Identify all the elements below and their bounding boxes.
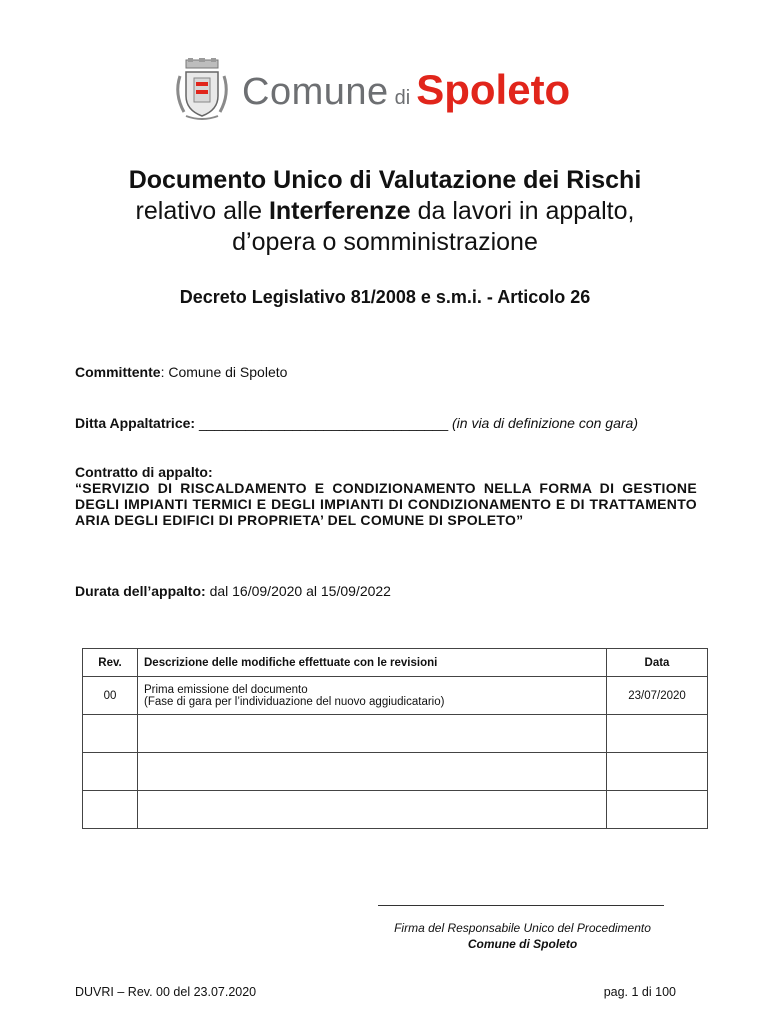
table-row: [83, 791, 708, 829]
signature-block: [360, 920, 685, 952]
contratto-section: [75, 464, 697, 528]
header-rev: Rev.: [83, 649, 138, 677]
cell-desc: [138, 677, 607, 715]
table-row: [83, 715, 708, 753]
logo-word-city: Spoleto: [416, 66, 571, 113]
contratto-label: Contratto di appalto:: [75, 464, 213, 480]
city-crest-icon: [172, 58, 232, 122]
logo-word-di: di: [394, 87, 411, 109]
ditta-label: Ditta Appaltatrice:: [75, 415, 196, 431]
logo-word-comune: Comune: [242, 71, 389, 113]
document-title: [40, 165, 730, 258]
title-line-2: [40, 196, 730, 227]
durata-label: Durata dell’appalto:: [75, 583, 206, 599]
cell-desc: [138, 791, 607, 829]
ditta-note: (in via di definizione con gara): [452, 415, 638, 431]
footer-revision: DUVRI – Rev. 00 del 23.07.2020: [75, 985, 257, 999]
title-line-3: d’opera o somministrazione: [232, 228, 538, 256]
cell-rev: [83, 791, 138, 829]
cell-date: [607, 715, 708, 753]
title-line-1: Documento Unico di Valutazione dei Rischi: [128, 166, 642, 194]
committente-line: [75, 364, 287, 380]
cell-desc: [138, 753, 607, 791]
title-line-2-bold: Interferenze: [268, 197, 411, 225]
revisions-table: [82, 648, 708, 829]
header-desc: Descrizione delle modifiche effettuate con le revisioni: [138, 649, 607, 677]
cell-rev: 00: [83, 677, 138, 715]
committente-label: Committente: [75, 364, 161, 380]
durata-line: [75, 583, 391, 599]
cell-date: [607, 791, 708, 829]
cell-desc-line-2: (Fase di gara per l’individuazione del nuovo aggiudicatario): [144, 695, 445, 708]
footer-page-number: pag. 1 di 100: [603, 985, 676, 999]
cell-rev: [83, 753, 138, 791]
durata-value: dal 16/09/2020 al 15/09/2022: [205, 583, 391, 599]
decree-heading: Decreto Legislativo 81/2008 e s.m.i. - Articolo 26: [179, 287, 591, 307]
cell-date: 23/07/2020: [607, 677, 708, 715]
signature-office: Comune di Spoleto: [467, 937, 578, 951]
title-line-2-post: da lavori in appalto,: [410, 197, 635, 225]
cell-desc: [138, 715, 607, 753]
table-header-row: [83, 649, 708, 677]
table-row: [83, 677, 708, 715]
committente-value: : Comune di Spoleto: [160, 364, 288, 380]
signature-role: Firma del Responsabile Unico del Procedimento: [394, 921, 651, 935]
contratto-text: “SERVIZIO DI RISCALDAMENTO E CONDIZIONAMENTO NELLA FORMA DI GESTIONE DEGLI IMPIANTI TERMICI E DEGLI IMPIANTI DI CONDIZIONAMENTO E DI TRATTAMENTO ARIA DEGLI EDIFICI DI PROPRIETA’ DEL COMUNE DI SPOLETO”: [75, 480, 697, 528]
cell-rev: [83, 715, 138, 753]
logo-wordmark: [242, 66, 570, 114]
header-date: Data: [607, 649, 708, 677]
title-line-2-pre: relativo alle: [135, 197, 269, 225]
ditta-line: [75, 415, 638, 431]
signature-line: [378, 905, 664, 906]
cell-desc-line-1: Prima emissione del documento: [144, 683, 308, 696]
cell-date: [607, 753, 708, 791]
comune-logo: [172, 58, 570, 122]
table-row: [83, 753, 708, 791]
ditta-blank: ________________________________: [195, 415, 452, 431]
